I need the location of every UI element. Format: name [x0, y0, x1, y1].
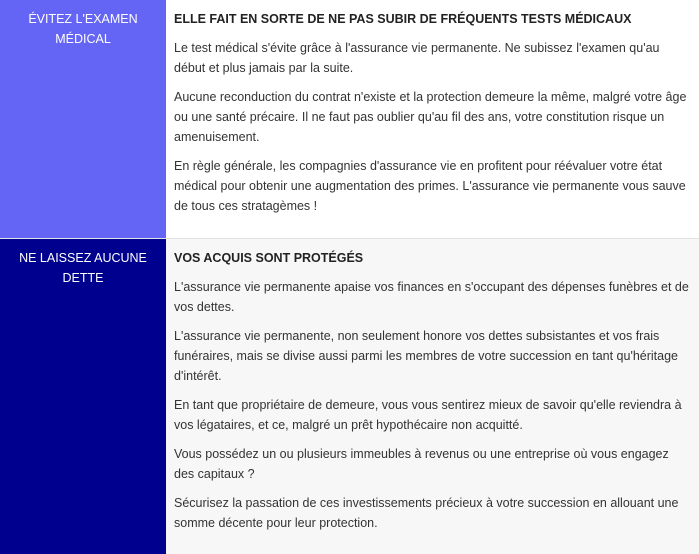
paragraph: Vous possédez un ou plusieurs immeubles à revenus ou une entreprise où vous engagez des capitaux ?	[174, 447, 669, 481]
table-row-exam	[0, 0, 699, 239]
row-heading-exam: ELLE FAIT EN SORTE DE NE PAS SUBIR DE FRÉQUENTS TESTS MÉDICAUX	[174, 12, 632, 26]
paragraph: L'assurance vie permanente apaise vos finances en s'occupant des dépenses funèbres et de vos dettes.	[174, 280, 689, 314]
paragraph: L'assurance vie permanente, non seulement honore vos dettes subsistantes et vos frais funéraires, mais se divise aussi parmi les membres de votre succession en tant qu'héritage d'intérêt.	[174, 329, 679, 383]
table-row-debt	[0, 239, 699, 554]
row-content-debt	[166, 239, 699, 554]
row-heading-debt: VOS ACQUIS SONT PROTÉGÉS	[174, 251, 364, 265]
row-label-debt: NE LAISSEZ AUCUNE DETTE	[0, 239, 166, 554]
row-content-exam	[166, 0, 699, 238]
paragraph: En tant que propriétaire de demeure, vous vous sentirez mieux de savoir qu'elle reviendra à vos légataires, et ce, malgré un prêt hypothécaire non acquitté.	[174, 398, 682, 432]
paragraph: Le test médical s'évite grâce à l'assurance vie permanente. Ne subissez l'examen qu'au début et plus jamais par la suite.	[174, 41, 660, 75]
paragraph: Sécurisez la passation de ces investissements précieux à votre succession en allouant une somme décente pour leur protection.	[174, 496, 679, 530]
paragraph: En règle générale, les compagnies d'assurance vie en profitent pour réévaluer votre état médical pour obtenir une augmentation des primes. L'assurance vie permanente vous sauve de tous ces stratagèmes !	[174, 159, 686, 213]
paragraph: Aucune reconduction du contrat n'existe et la protection demeure la même, malgré votre âge ou une santé précaire. Il ne faut pas oublier qu'au fil des ans, votre constitution risque un amenuisement.	[174, 90, 687, 144]
row-label-exam: ÉVITEZ L'EXAMEN MÉDICAL	[0, 0, 166, 238]
